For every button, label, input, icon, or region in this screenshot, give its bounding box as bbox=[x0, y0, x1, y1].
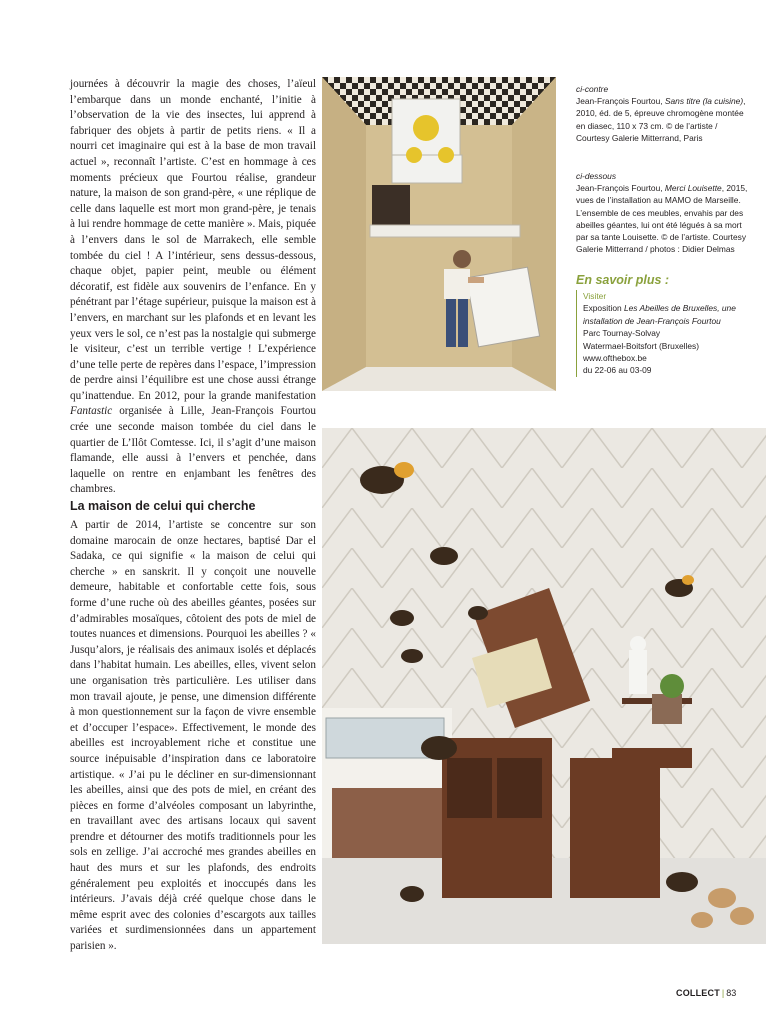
caption-text-rest: , 2015, vues de l’installation au MAMO de Marseille. L’ensemble de ces meubles, envahis par des abeilles géantes, lui ont été légués à sa mort par sa tante Louisette. © de l’artiste. Courtesy Galerie Mitterrand / photos : Didier Delmas bbox=[576, 183, 748, 255]
exhibition-title: Les Abeilles de Bruxelles, une installation de Jean-François Fourtou bbox=[583, 303, 736, 326]
article-body-part1 bbox=[70, 77, 316, 498]
venue: Parc Tournay-Solvay bbox=[583, 328, 661, 339]
caption-text-rest: , 2010, éd. de 5, épreuve chromogène montée en diasec, 110 x 73 cm. © de l’artiste / Courtesy Galerie Mitterrand, Paris bbox=[576, 96, 746, 143]
artwork-title: Sans titre (la cuisine) bbox=[664, 96, 744, 107]
caption-label: ci-contre bbox=[576, 84, 609, 94]
en-savoir-plus-heading: En savoir plus : bbox=[576, 273, 670, 287]
visit-label: Visiter bbox=[583, 291, 607, 301]
visit-info-box bbox=[576, 290, 758, 377]
caption-ci-dessous bbox=[576, 170, 756, 255]
page-number: 83 bbox=[726, 988, 737, 998]
exhibition-prefix: Exposition bbox=[583, 303, 624, 314]
kitchen-photo bbox=[322, 77, 556, 391]
caption-label: ci-dessous bbox=[576, 171, 617, 181]
bees-installation-illustration bbox=[322, 428, 766, 944]
bees-installation-photo bbox=[322, 428, 766, 944]
caption-ci-contre bbox=[576, 83, 751, 144]
caption-text: Jean-François Fourtou, bbox=[576, 96, 665, 107]
dates: du 22-06 au 03-09 bbox=[583, 365, 652, 376]
exhibition-line bbox=[583, 302, 758, 327]
artwork-title: Merci Louisette bbox=[664, 183, 722, 194]
footer-separator: | bbox=[721, 988, 725, 998]
event-title: Fantastic bbox=[70, 405, 113, 418]
article-body-part2: A partir de 2014, l’artiste se concentre sur son domaine marocain de onze hectares, baptisé Dar el Sadaka, ce qui signifie « la maison de celui qui cherche » en sanskrit. Il y conçoit une nouvelle demeure, habitable et confortable cette fois, sous forme d’une ruche où des abeilles géantes, posées sur d’admirables mosaïques, côtoient des pots de miel de toutes nuances et dimensions. Pourquoi les abeilles ? « Jusqu’alors, je réalisais des animaux isolés et déplacés dans l’habitat humain. Les abeilles, elles, vivent selon une organisation très particulière. Les utiliser dans mon travail ajoute, je pense, une dimension différente à mon questionnement sur la façon de vivre ensemble et d’occuper l’espace». Effectivement, le monde des abeilles est incroyablement riche et constitue une source inépuisable d’inspiration dans ce laboratoire artistique. « J’ai pu le décliner en sur-dimensionnant les abeilles, ainsi que des pots de miel, en créant des pièces en forme d’alvéoles composant un labyrinthe, en travaillant avec des artisans locaux qui savent prendre et détourner des motifs traditionnels pour les sols en zellige. J’ai accroché mes grandes abeilles en haut des murs et sur les plafonds, des endroits généralement peu exploités et inoccupés dans les intérieurs. J’avais déjà créé quelque chose dans le même esprit avec des colonies d’escargots aux tailles variées et surdimensionnées dans un appartement parisien ». bbox=[70, 519, 316, 953]
caption-text: Jean-François Fourtou, bbox=[576, 183, 665, 194]
magazine-name: COLLECT bbox=[676, 988, 720, 998]
city: Watermael-Boitsfort (Bruxelles) bbox=[583, 340, 700, 351]
paragraph-text-end: organisée à Lille, Jean-François Fourtou crée une seconde maison tombée du ciel dans le quartier de L’Ilôt Comtesse. Ici, il s’agit d’une maison flamande, elle aussi à l’envers et penchée, dans laquelle on rentre en enjambant les fenêtres des chambres. bbox=[70, 405, 316, 496]
section-heading: La maison de celui qui cherche bbox=[70, 499, 256, 513]
website-link[interactable]: www.ofthebox.be bbox=[583, 353, 647, 364]
paragraph-text: journées à découvrir la magie des choses, l’aïeul l’embarque dans un monde enchanté, l’initie à l’observation de la vie des insectes, lui apprend à fabriquer des objets à partir de petits riens. « Il a nourri cet imaginaire qui est à la base de mon travail actuel », reconnaît l’artiste. C’est en hommage à ces moments précieux que Fourtou réalise, grandeur nature, la maison de son grand-père, « une réplique de celle dans laquelle est mort mon grand-père, je tenais à lui rendre hommage de cette manière ». Mais, piquée à l’envers dans le sol de Marrakech, elle semble tombée du ciel ! A l’intérieur, sens dessus-dessous, chaque objet, papier peint, meuble ou élément décoratif, est fidèle aux souvenirs de l’enfance. En y pénétrant par l’étage supérieur, puisque la maison est à l’envers, en marchant sur les plafonds et en levant les yeux vers le sol, ce n’est pas la nostalgie qui submerge le visiteur, c’est un terrible vertige ! L’expérience d’une telle perte de repères dans l’espace, l’impression de perdre ainsi l’équilibre est une chose aussi étrange qu’inattendue. En 2012, pour la grande manifestation bbox=[70, 78, 316, 402]
kitchen-illustration bbox=[322, 77, 556, 391]
page-footer bbox=[676, 988, 736, 998]
